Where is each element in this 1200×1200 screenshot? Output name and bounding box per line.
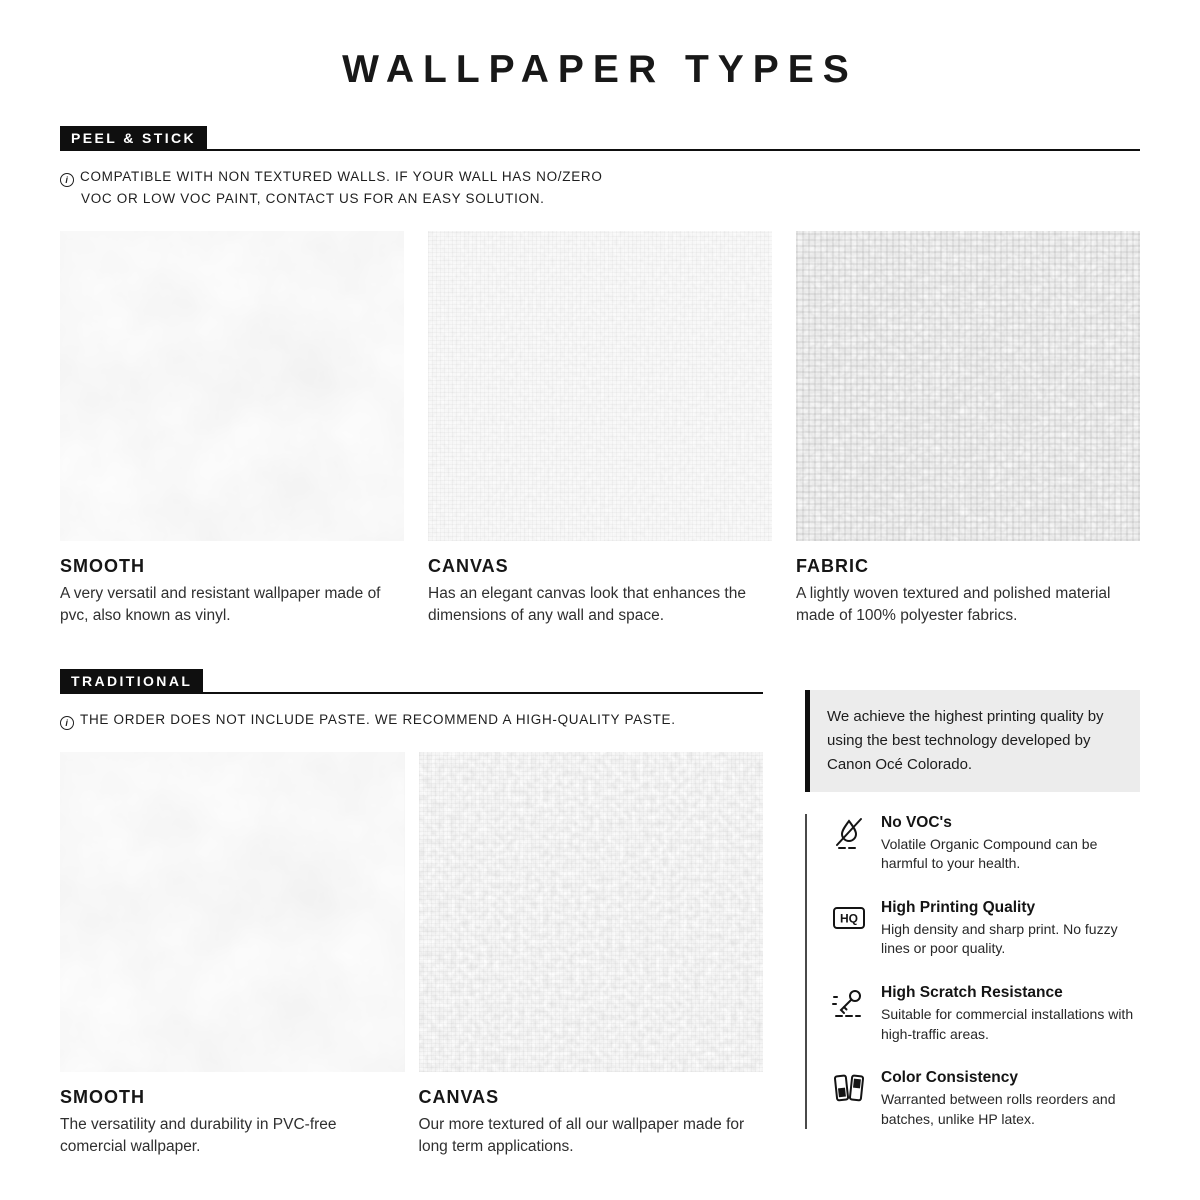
quality-statement-box: We achieve the highest printing quality by using the best technology developed by Canon Océ Colorado. bbox=[805, 690, 1140, 792]
texture-image-traditional-smooth bbox=[60, 752, 405, 1072]
feature-text bbox=[881, 984, 1140, 1044]
traditional-section bbox=[60, 669, 763, 1158]
section-label-traditional: TRADITIONAL bbox=[60, 669, 203, 692]
swatch-name-traditional-smooth: SMOOTH bbox=[60, 1087, 145, 1108]
swatch-block-peel-canvas bbox=[428, 231, 772, 626]
section-header-peel-stick bbox=[60, 126, 1140, 151]
page-title: WALLPAPER TYPES bbox=[342, 48, 858, 91]
bottom-section bbox=[60, 669, 1140, 1158]
info-icon bbox=[60, 716, 74, 730]
texture-image-peel-fabric bbox=[796, 231, 1140, 541]
section-header-traditional bbox=[60, 669, 763, 694]
quality-panel bbox=[805, 669, 1140, 1158]
swatch-name-peel-smooth: SMOOTH bbox=[60, 556, 145, 577]
texture-image-peel-smooth bbox=[60, 231, 404, 541]
feature-text bbox=[881, 899, 1140, 959]
traditional-note-line: THE ORDER DOES NOT INCLUDE PASTE. WE RECOMMEND A HIGH-QUALITY PASTE. bbox=[80, 711, 676, 727]
traditional-swatch-row bbox=[60, 752, 763, 1157]
traditional-note bbox=[60, 709, 763, 731]
hq-icon bbox=[830, 899, 868, 937]
swatch-name-peel-fabric: FABRIC bbox=[796, 556, 869, 577]
swatch-description-traditional-canvas: Our more textured of all our wallpaper made for long term applications. bbox=[418, 1116, 745, 1155]
feature-title: Color Consistency bbox=[881, 1069, 1018, 1087]
feature-title: High Scratch Resistance bbox=[881, 983, 1063, 1001]
fabric-texture-render bbox=[796, 231, 1140, 541]
feature-title: No VOC's bbox=[881, 813, 952, 831]
swatch-block-peel-smooth bbox=[60, 231, 404, 626]
smooth-texture-render bbox=[60, 231, 404, 541]
feature-color-consistency bbox=[830, 1069, 1140, 1129]
no-voc-icon bbox=[830, 814, 868, 852]
swatch-description-peel-fabric: A lightly woven textured and polished material made of 100% polyester fabrics. bbox=[796, 585, 1111, 624]
swatch-name-traditional-canvas: CANVAS bbox=[418, 1087, 500, 1108]
info-icon bbox=[60, 173, 74, 187]
feature-description: Volatile Organic Compound can be harmful to your health. bbox=[881, 835, 1098, 872]
feature-no-voc bbox=[830, 814, 1140, 874]
feature-high-scratch-resistance bbox=[830, 984, 1140, 1044]
swatch-block-peel-fabric bbox=[796, 231, 1140, 626]
feature-title: High Printing Quality bbox=[881, 898, 1036, 916]
feature-list bbox=[805, 814, 1140, 1130]
peel-stick-note-line-2: VOC OR LOW VOC PAINT, CONTACT US FOR AN EASY SOLUTION. bbox=[81, 190, 545, 206]
canvas-texture-render bbox=[428, 231, 772, 541]
peel-stick-note bbox=[60, 166, 1140, 209]
swatch-block-traditional-smooth bbox=[60, 752, 405, 1157]
texture-image-peel-canvas bbox=[428, 231, 772, 541]
feature-description: High density and sharp print. No fuzzy lines or poor quality. bbox=[881, 920, 1118, 957]
smooth-texture-render bbox=[60, 752, 405, 1072]
swatch-description-traditional-smooth: The versatility and durability in PVC-free comercial wallpaper. bbox=[60, 1116, 337, 1155]
swatch-description-peel-canvas: Has an elegant canvas look that enhances the dimensions of any wall and space. bbox=[428, 585, 746, 624]
color-swatches-icon bbox=[830, 1069, 868, 1107]
peel-stick-swatch-row bbox=[60, 231, 1140, 626]
swatch-description-peel-smooth: A very versatil and resistant wallpaper made of pvc, also known as vinyl. bbox=[60, 585, 381, 624]
scratch-icon bbox=[830, 984, 868, 1022]
rough-canvas-texture-render bbox=[419, 752, 764, 1072]
swatch-name-peel-canvas: CANVAS bbox=[428, 556, 509, 577]
peel-stick-note-line-1: COMPATIBLE WITH NON TEXTURED WALLS. IF YOUR WALL HAS NO/ZERO bbox=[80, 169, 603, 184]
texture-image-traditional-canvas bbox=[419, 752, 764, 1072]
feature-description: Warranted between rolls reorders and batches, unlike HP latex. bbox=[881, 1091, 1116, 1127]
hq-icon-letters: HQ bbox=[840, 911, 858, 926]
feature-text bbox=[881, 1069, 1140, 1129]
feature-text bbox=[881, 814, 1140, 874]
feature-description: Suitable for commercial installations with high-traffic areas. bbox=[881, 1005, 1134, 1042]
feature-high-printing-quality bbox=[830, 899, 1140, 959]
section-label-peel-stick: PEEL & STICK bbox=[60, 126, 207, 149]
swatch-block-traditional-canvas bbox=[419, 752, 764, 1157]
